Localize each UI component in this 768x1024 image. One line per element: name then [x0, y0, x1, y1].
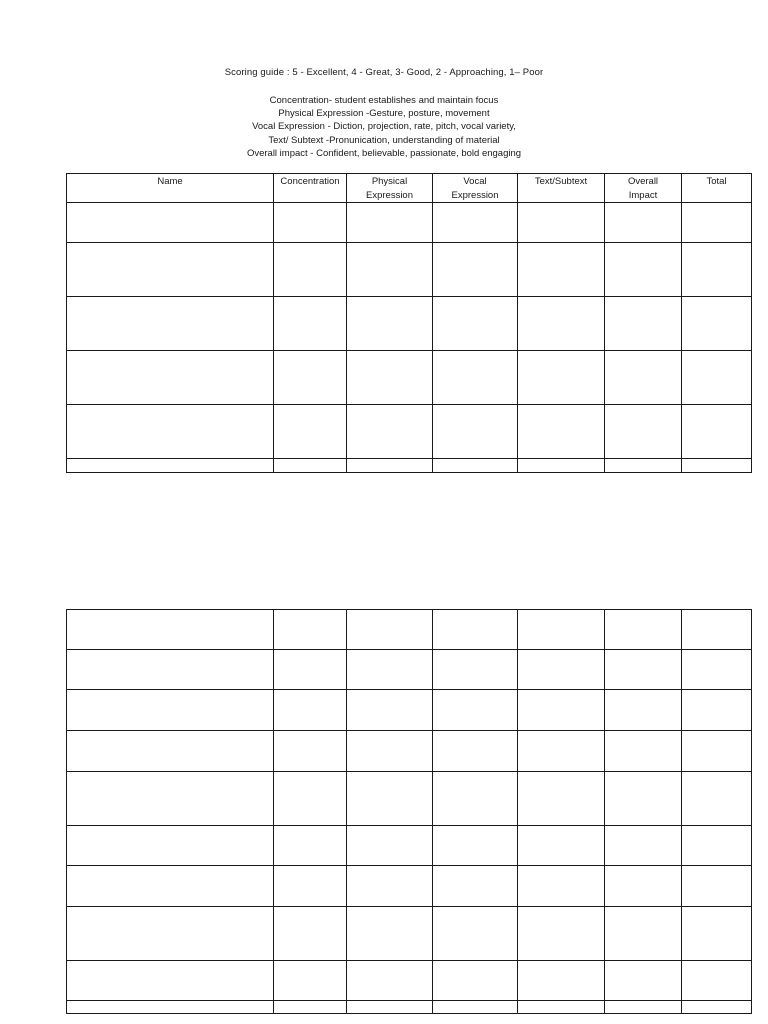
score-cell[interactable]: [433, 243, 518, 297]
name-cell[interactable]: [67, 1001, 274, 1014]
score-cell[interactable]: [274, 772, 347, 826]
score-cell[interactable]: [347, 1001, 433, 1014]
score-cell[interactable]: [274, 405, 347, 459]
score-cell[interactable]: [433, 610, 518, 650]
name-cell[interactable]: [67, 243, 274, 297]
score-cell[interactable]: [518, 405, 605, 459]
score-cell[interactable]: [433, 690, 518, 731]
score-cell[interactable]: [433, 297, 518, 351]
score-cell[interactable]: [605, 351, 682, 405]
score-cell[interactable]: [605, 405, 682, 459]
table-row: [67, 405, 752, 459]
table-row: [67, 243, 752, 297]
table-row: [67, 690, 752, 731]
score-cell[interactable]: [605, 772, 682, 826]
score-cell[interactable]: [518, 459, 605, 473]
score-cell[interactable]: [433, 772, 518, 826]
score-cell[interactable]: [518, 297, 605, 351]
table-row: [67, 610, 752, 650]
score-cell[interactable]: [605, 907, 682, 961]
score-cell[interactable]: [433, 826, 518, 866]
table-row: [67, 1001, 752, 1014]
table-row: [67, 203, 752, 243]
header-vocal-expression: Vocal Expression: [433, 174, 518, 203]
table-row: [67, 351, 752, 405]
total-cell[interactable]: [682, 351, 752, 405]
score-cell[interactable]: [347, 961, 433, 1001]
score-cell[interactable]: [274, 297, 347, 351]
score-cell[interactable]: [347, 297, 433, 351]
score-cell[interactable]: [518, 203, 605, 243]
score-cell[interactable]: [605, 243, 682, 297]
score-cell[interactable]: [518, 351, 605, 405]
score-cell[interactable]: [433, 351, 518, 405]
score-cell[interactable]: [274, 826, 347, 866]
score-cell[interactable]: [433, 1001, 518, 1014]
header-concentration: Concentration: [274, 174, 347, 203]
name-cell[interactable]: [67, 907, 274, 961]
score-cell[interactable]: [433, 907, 518, 961]
name-cell[interactable]: [67, 203, 274, 243]
total-cell[interactable]: [682, 1001, 752, 1014]
total-cell[interactable]: [682, 459, 752, 473]
criteria-physical-expression: Physical Expression -Gesture, posture, movement: [278, 108, 490, 120]
name-cell[interactable]: [67, 826, 274, 866]
score-cell[interactable]: [433, 459, 518, 473]
name-cell[interactable]: [67, 772, 274, 826]
score-cell[interactable]: [518, 772, 605, 826]
score-cell[interactable]: [274, 459, 347, 473]
score-cell[interactable]: [274, 961, 347, 1001]
table-row: [67, 650, 752, 690]
name-cell[interactable]: [67, 459, 274, 473]
total-cell[interactable]: [682, 297, 752, 351]
total-cell[interactable]: [682, 961, 752, 1001]
name-cell[interactable]: [67, 650, 274, 690]
criteria-list: [0, 94, 768, 160]
header-name: Name: [67, 174, 274, 203]
score-cell[interactable]: [518, 826, 605, 866]
score-cell[interactable]: [347, 243, 433, 297]
score-cell[interactable]: [518, 1001, 605, 1014]
score-cell[interactable]: [518, 907, 605, 961]
score-cell[interactable]: [605, 459, 682, 473]
header-overall-impact: Overall Impact: [605, 174, 682, 203]
name-cell[interactable]: [67, 405, 274, 459]
score-cell[interactable]: [433, 731, 518, 772]
score-table-2: [66, 609, 752, 1014]
score-cell[interactable]: [274, 650, 347, 690]
score-cell[interactable]: [433, 961, 518, 1001]
score-cell[interactable]: [605, 610, 682, 650]
score-cell[interactable]: [274, 907, 347, 961]
score-cell[interactable]: [433, 203, 518, 243]
table-row: [67, 731, 752, 772]
header-physical-expression: Physical Expression: [347, 174, 433, 203]
name-cell[interactable]: [67, 866, 274, 907]
score-cell[interactable]: [347, 907, 433, 961]
score-cell[interactable]: [274, 203, 347, 243]
score-cell[interactable]: [347, 772, 433, 826]
score-cell[interactable]: [347, 610, 433, 650]
table-row: [67, 459, 752, 473]
total-cell[interactable]: [682, 405, 752, 459]
score-cell[interactable]: [274, 243, 347, 297]
score-cell[interactable]: [518, 866, 605, 907]
name-cell[interactable]: [67, 690, 274, 731]
score-cell[interactable]: [518, 731, 605, 772]
table-row: [67, 826, 752, 866]
criteria-overall-impact: Overall impact - Confident, believable, passionate, bold engaging: [246, 147, 522, 159]
total-cell[interactable]: [682, 907, 752, 961]
name-cell[interactable]: [67, 297, 274, 351]
total-cell[interactable]: [682, 610, 752, 650]
score-table-1: [66, 173, 752, 473]
table-row: [67, 772, 752, 826]
total-cell[interactable]: [682, 243, 752, 297]
total-cell[interactable]: [682, 826, 752, 866]
score-cell[interactable]: [605, 203, 682, 243]
score-cell[interactable]: [274, 731, 347, 772]
table-row: [67, 961, 752, 1001]
score-cell[interactable]: [433, 405, 518, 459]
score-cell[interactable]: [274, 610, 347, 650]
score-cell[interactable]: [347, 826, 433, 866]
criteria-text-subtext: Text/ Subtext -Pronunication, understanding of material: [268, 134, 500, 146]
total-cell[interactable]: [682, 731, 752, 772]
table-row: [67, 297, 752, 351]
score-cell[interactable]: [605, 690, 682, 731]
criteria-vocal-expression: Vocal Expression - Diction, projection, rate, pitch, vocal variety,: [252, 121, 516, 133]
score-cell[interactable]: [605, 826, 682, 866]
score-cell[interactable]: [605, 1001, 682, 1014]
scoring-guide: Scoring guide : 5 - Excellent, 4 - Great, 3- Good, 2 - Approaching, 1– Poor: [224, 67, 544, 78]
score-cell[interactable]: [347, 203, 433, 243]
score-cell[interactable]: [347, 866, 433, 907]
score-cell[interactable]: [518, 650, 605, 690]
score-cell[interactable]: [605, 731, 682, 772]
score-cell[interactable]: [274, 690, 347, 731]
score-cell[interactable]: [605, 297, 682, 351]
score-cell[interactable]: [347, 690, 433, 731]
header-row: [67, 174, 752, 203]
score-cell[interactable]: [274, 1001, 347, 1014]
score-cell[interactable]: [605, 961, 682, 1001]
table-row: [67, 866, 752, 907]
score-cell[interactable]: [605, 650, 682, 690]
total-cell[interactable]: [682, 690, 752, 731]
score-cell[interactable]: [347, 351, 433, 405]
score-cell[interactable]: [518, 610, 605, 650]
total-cell[interactable]: [682, 203, 752, 243]
criteria-concentration: Concentration- student establishes and maintain focus: [269, 95, 499, 106]
total-cell[interactable]: [682, 772, 752, 826]
score-cell[interactable]: [347, 459, 433, 473]
score-cell[interactable]: [518, 961, 605, 1001]
score-cell[interactable]: [518, 243, 605, 297]
table-row: [67, 907, 752, 961]
score-cell[interactable]: [518, 690, 605, 731]
score-cell[interactable]: [433, 650, 518, 690]
score-cell[interactable]: [274, 866, 347, 907]
score-cell[interactable]: [347, 731, 433, 772]
total-cell[interactable]: [682, 650, 752, 690]
score-cell[interactable]: [274, 351, 347, 405]
header-text-subtext: Text/Subtext: [518, 174, 605, 203]
score-cell[interactable]: [347, 405, 433, 459]
name-cell[interactable]: [67, 731, 274, 772]
score-cell[interactable]: [433, 866, 518, 907]
total-cell[interactable]: [682, 866, 752, 907]
header-total: Total: [682, 174, 752, 203]
name-cell[interactable]: [67, 961, 274, 1001]
score-cell[interactable]: [347, 650, 433, 690]
name-cell[interactable]: [67, 351, 274, 405]
score-cell[interactable]: [605, 866, 682, 907]
name-cell[interactable]: [67, 610, 274, 650]
